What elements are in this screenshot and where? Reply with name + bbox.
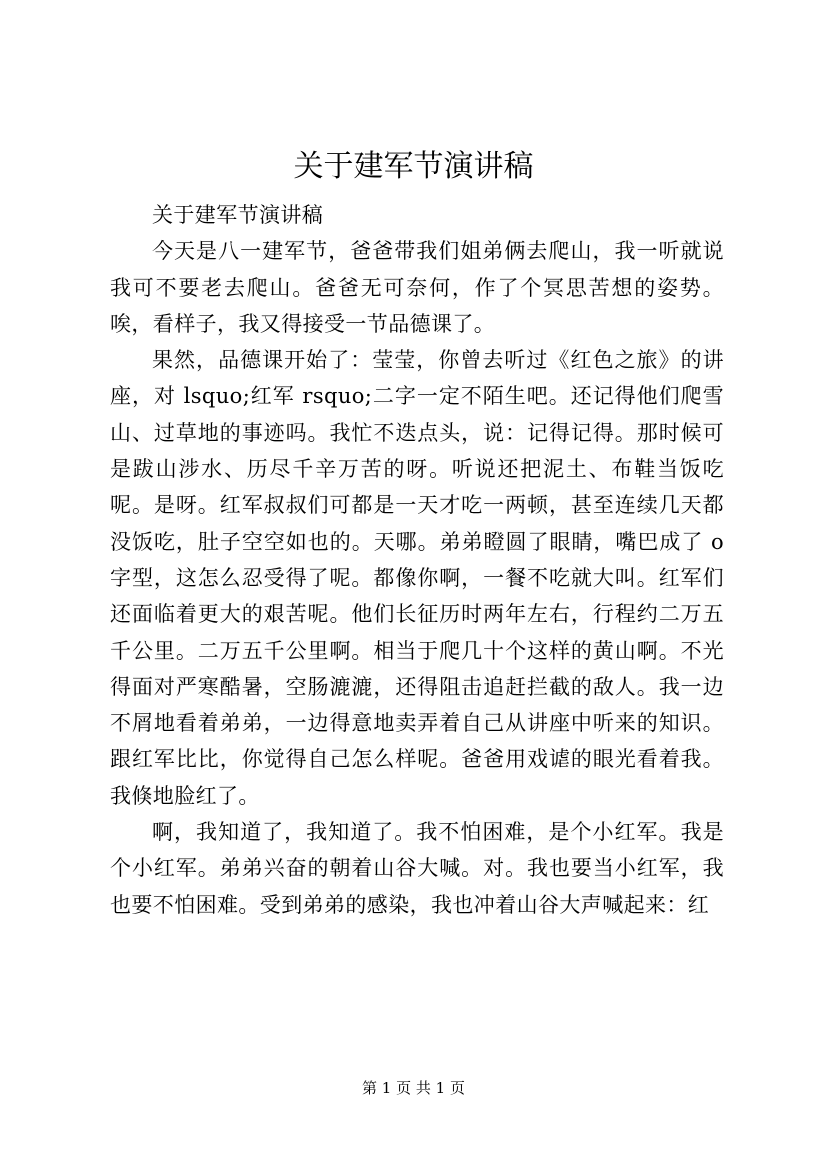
document-body <box>110 197 724 923</box>
paragraph-3: 啊，我知道了，我知道了。我不怕困难，是个小红军。我是个小红军。弟弟兴奋的朝着山谷大喊。对。我也要当小红军，我也要不怕困难。受到弟弟的感染，我也冲着山谷大声喊起来：红 <box>110 820 724 917</box>
paragraph-1: 今天是八一建军节，爸爸带我们姐弟俩去爬山，我一听就说我可不要老去爬山。爸爸无可奈何，作了个冥思苦想的姿势。唉，看样子，我又得接受一节品德课了。 <box>110 239 724 336</box>
page-number-footer: 第 1 页 共 1 页 <box>362 1079 465 1097</box>
paragraph-2: 果然，品德课开始了：莹莹，你曾去听过《红色之旅》的讲座，对 lsquo;红军 rsquo;二字一定不陌生吧。还记得他们爬雪山、过草地的事迹吗。我忙不迭点头，说：记得记得。那时候可是跋山涉水、历尽千辛万苦的呀。听说还把泥土、布鞋当饭吃呢。是呀。红军叔叔们可都是一天才吃一两顿，甚至连续几天都没饭吃，肚子空空如也的。天哪。弟弟瞪圆了眼睛，嘴巴成了 o 字型，这怎么忍受得了呢。都像你啊，一餐不吃就大叫。红军们还面临着更大的艰苦呢。他们长征历时两年左右，行程约二万五千公里。二万五千公里啊。相当于爬几十个这样的黄山啊。不光得面对严寒酷暑，空肠漉漉，还得阻击追赶拦截的敌人。我一边不屑地看着弟弟，一边得意地卖弄着自己从讲座中听来的知识。跟红军比比，你觉得自己怎么样呢。爸爸用戏谑的眼光看着我。我倏地脸红了。 <box>110 348 724 808</box>
paragraph-subtitle: 关于建军节演讲稿 <box>152 203 324 227</box>
document-title: 关于建军节演讲稿 <box>293 149 534 184</box>
